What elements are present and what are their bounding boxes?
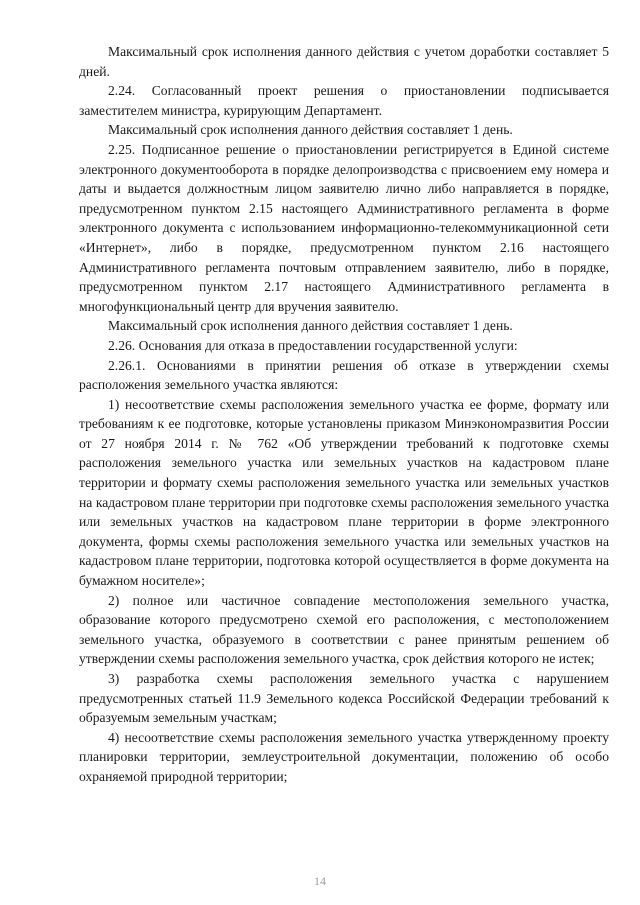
list-item-4: 4) несоответствие схемы расположения земельного участка утвержденному проекту планировки территории, землеустроительной документации, положению об особо охраняемой природной территории;	[79, 729, 609, 784]
paragraph-2-25: 2.25. Подписанное решение о приостановлении регистрируется в Единой системе электронного документооборота в порядке делопроизводства с присвоением ему номера и даты и выдается должностным лицом заявителю лично либо направляется в порядке, предусмотренном пунктом 2.15 настоящего Административного регламента в форме электронного документа с использованием информационно-телекоммуникационной сети «Интернет», либо в порядке, предусмотренном пунктом 2.16 настоящего Административного регламента почтовым отправлением заявителю, либо в порядке, предусмотренном пунктом 2.17 настоящего Административного регламента в многофункциональный центр для вручения заявителю.	[79, 141, 609, 314]
paragraph-deadline-1-day-second: Максимальный срок исполнения данного действия составляет 1 день.	[108, 318, 513, 334]
paragraph-2-24: 2.24. Согласованный проект решения о приостановлении подписывается заместителем министра, курирующим Департамент.	[79, 83, 609, 118]
paragraph-2-26: 2.26. Основания для отказа в предоставлении государственной услуги:	[108, 337, 518, 353]
page-number: 14	[314, 874, 326, 888]
paragraph-2-26-1: 2.26.1. Основаниями в принятии решения об отказе в утверждении схемы расположения земельного участка являются:	[79, 357, 609, 393]
list-item-1: 1) несоответствие схемы расположения земельного участка ее форме, формату или требованиям к ее подготовке, которые установлены приказом Минэкономразвития России от 27 ноября 2014 г. № 762 «Об утверждении требований к подготовке схемы расположения земельного участка или земельных участков на кадастровом плане территории и формату схемы расположения земельного участка или земельных участков на кадастровом плане территории при подготовке схемы расположения земельного участка или земельных участков на кадастровом плане территории в форме электронного документа, формы схемы расположения земельного участка или земельных участков на кадастровом плане территории, подготовка которой осуществляется в форме документа на бумажном носителе»;	[79, 396, 609, 589]
paragraph-deadline-5-days: Максимальный срок исполнения данного действия с учетом доработки составляет 5 дней.	[79, 44, 609, 79]
list-item-3: 3) разработка схемы расположения земельного участка с нарушением предусмотренных статьей 11.9 Земельного кодекса Российской Федерации требований к образуемым земельным участкам;	[79, 671, 609, 726]
list-item-2: 2) полное или частичное совпадение местоположения земельного участка, образование которого предусмотрено схемой его расположения, с местоположением земельного участка, образуемого в соответствии с ранее принятым решением об утверждении схемы расположения земельного участка, срок действия которого не истек;	[79, 592, 609, 667]
paragraph-deadline-1-day: Максимальный срок исполнения данного действия составляет 1 день.	[108, 122, 513, 138]
document-body	[79, 42, 609, 787]
